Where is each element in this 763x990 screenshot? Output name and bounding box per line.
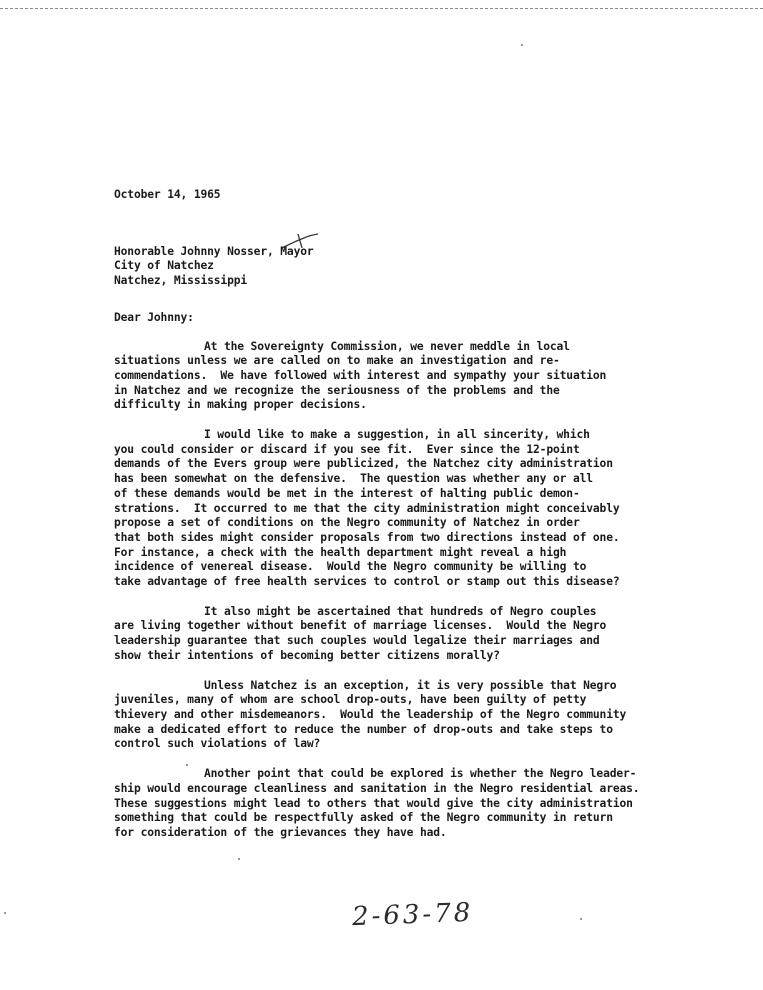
paragraph-line: incidence of venereal disease. Would the Negro community be willing to xyxy=(114,560,587,574)
paragraph-line: something that could be respectfully asked of the Negro community in return xyxy=(114,811,613,825)
paragraph-line: For instance, a check with the health department might reveal a high xyxy=(114,545,567,559)
paragraph-line: Unless Natchez is an exception, it is very possible that Negro xyxy=(204,678,617,692)
paragraph-line: control such violations of law? xyxy=(114,737,321,751)
letter-date: October 14, 1965 xyxy=(114,188,221,201)
paragraph-line: I would like to make a suggestion, in all sincerity, which xyxy=(204,428,590,442)
paragraph-line: thievery and other misdemeanors. Would the leadership of the Negro community xyxy=(114,707,627,721)
paragraph-line: of these demands would be met in the interest of halting public demon- xyxy=(114,486,580,500)
paragraph-line: It also might be ascertained that hundreds of Negro couples xyxy=(204,604,597,618)
margin-speck xyxy=(238,858,240,860)
paragraph-line: demands of the Evers group were publicized, the Natchez city administration xyxy=(114,457,613,471)
paragraph xyxy=(114,679,704,753)
page-top-edge xyxy=(0,0,763,9)
paragraph-line: propose a set of conditions on the Negro community of Natchez in order xyxy=(114,516,580,530)
margin-speck xyxy=(580,918,582,920)
letter-body xyxy=(114,188,704,856)
paragraph-line: ship would encourage cleanliness and sanitation in the Negro residential areas. xyxy=(114,781,640,795)
paragraph xyxy=(114,340,704,414)
paragraph-line: commendations. We have followed with interest and sympathy your situation xyxy=(114,368,607,382)
paragraph-line: in Natchez and we recognize the seriousness of the problems and the xyxy=(114,383,560,397)
paragraph-line: strations. It occurred to me that the city administration might conceivably xyxy=(114,501,620,515)
paragraph-line: These suggestions might lead to others that would give the city administration xyxy=(114,796,633,810)
paragraph-line: At the Sovereignty Commission, we never meddle in local xyxy=(204,339,570,353)
paragraph-line: Another point that could be explored is whether the Negro leader- xyxy=(204,767,637,781)
paragraph-line: are living together without benefit of marriage licenses. Would the Negro xyxy=(114,619,607,633)
paragraph-line: for consideration of the grievances they have had. xyxy=(114,825,447,839)
paragraph xyxy=(114,428,704,590)
paragraph-line: has been somewhat on the defensive. The question was whether any or all xyxy=(114,472,593,486)
margin-speck xyxy=(521,44,523,46)
paragraph-line: juveniles, many of whom are school drop-outs, have been guilty of petty xyxy=(114,693,587,707)
salutation: Dear Johnny: xyxy=(114,310,194,324)
file-number-stamp: 2-63-78 xyxy=(351,897,474,933)
paragraph xyxy=(114,767,704,841)
margin-speck xyxy=(4,912,6,914)
paragraph-line: that both sides might consider proposals from two directions instead of one. xyxy=(114,530,620,544)
paragraph xyxy=(114,605,704,664)
paragraph-line: take advantage of free health services to control or stamp out this disease? xyxy=(114,575,620,589)
paragraph-line: situations unless we are called on to make an investigation and re- xyxy=(114,354,560,368)
address-line-name: Honorable Johnny Nosser, Mayor xyxy=(114,244,314,258)
margin-speck xyxy=(186,764,188,766)
recipient-address xyxy=(114,245,704,289)
address-line-state: Natchez, Mississippi xyxy=(114,274,248,288)
address-line-city: City of Natchez xyxy=(114,259,214,273)
paragraph-line: show their intentions of becoming better citizens morally? xyxy=(114,648,500,662)
letter-paragraphs xyxy=(114,340,704,841)
paragraph-line: leadership guarantee that such couples would legalize their marriages and xyxy=(114,634,600,648)
paragraph-line: difficulty in making proper decisions. xyxy=(114,398,367,412)
paragraph-line: you could consider or discard if you see fit. Ever since the 12-point xyxy=(114,442,580,456)
paragraph-line: make a dedicated effort to reduce the number of drop-outs and take steps to xyxy=(114,722,613,736)
